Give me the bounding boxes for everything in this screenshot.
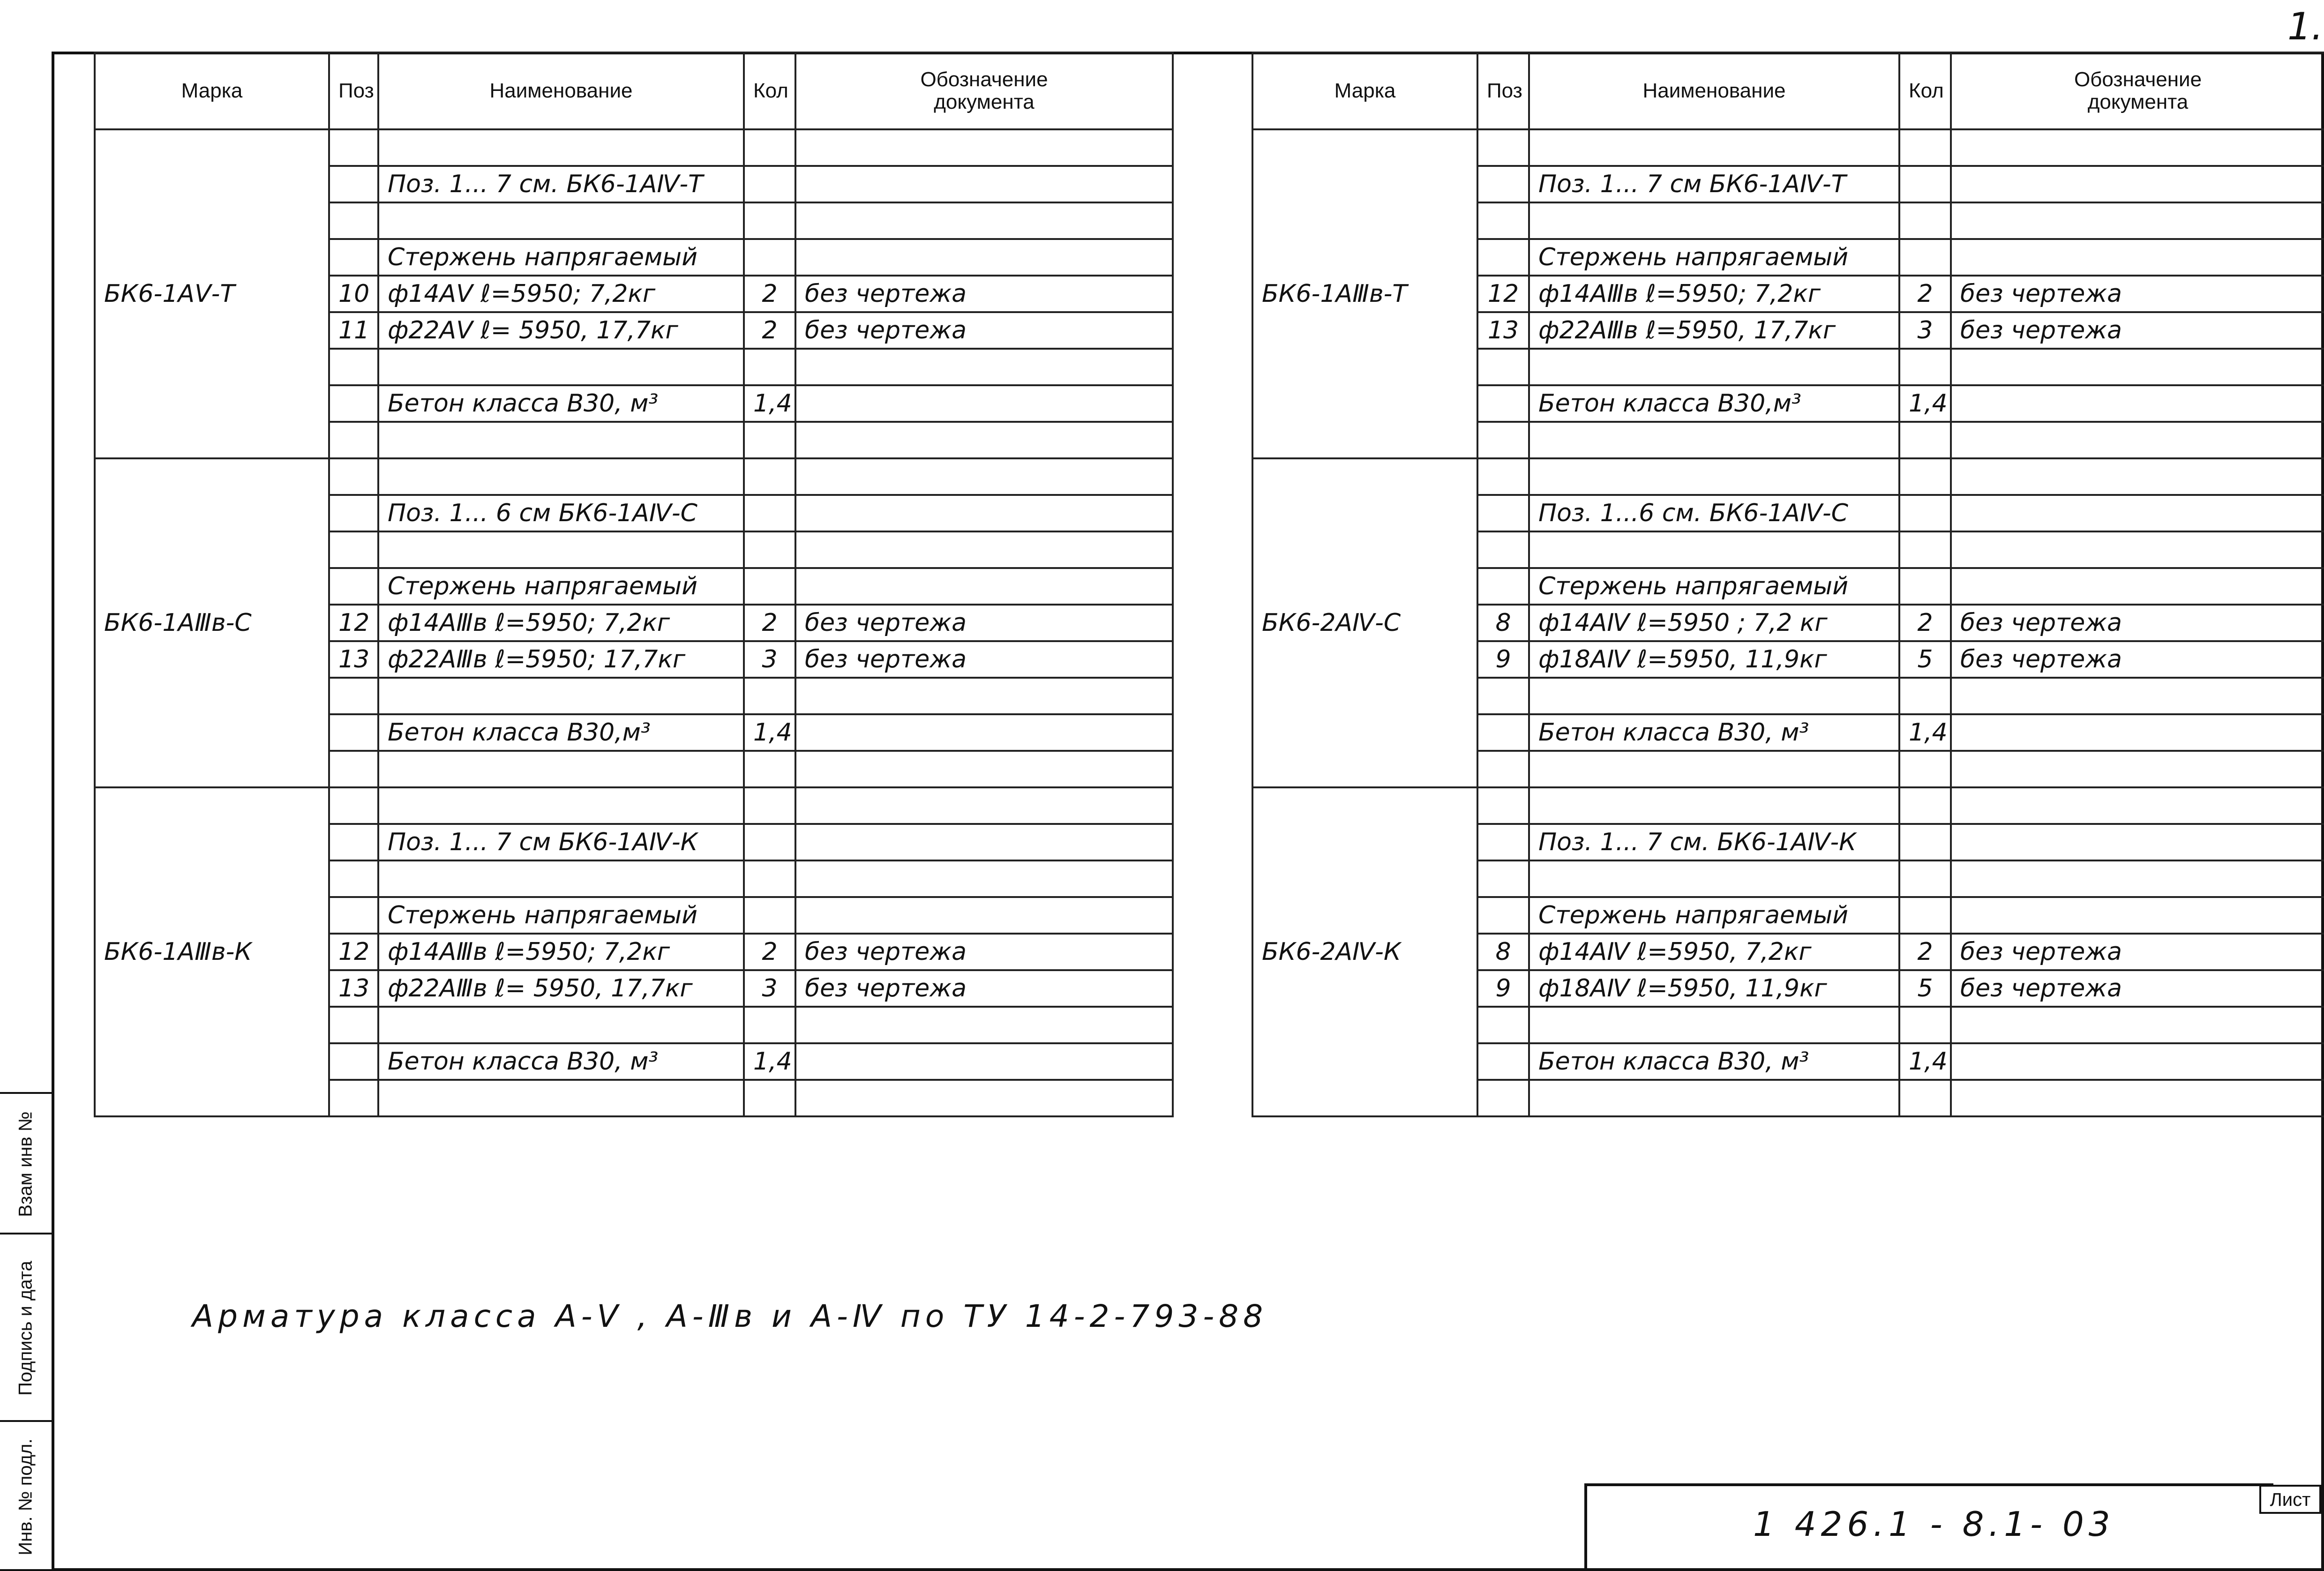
doc-cell [1951, 349, 2324, 385]
qty-cell [1899, 751, 1951, 787]
marka-cell: БК6-1АⅢв-С [95, 458, 329, 787]
doc-cell [795, 422, 1173, 458]
qty-cell [1899, 824, 1951, 860]
name-cell [378, 860, 744, 897]
pos-cell [1477, 751, 1529, 787]
doc-cell [795, 1007, 1173, 1043]
pos-cell [1477, 458, 1529, 495]
name-cell [378, 678, 744, 714]
pos-cell: 8 [1477, 934, 1529, 970]
pos-cell [1477, 349, 1529, 385]
qty-cell [1899, 678, 1951, 714]
qty-cell: 1,4 [1899, 1043, 1951, 1080]
qty-cell [1899, 129, 1951, 166]
qty-cell [744, 1080, 795, 1116]
name-cell [1529, 1080, 1899, 1116]
pos-cell: 12 [329, 605, 378, 641]
pos-cell [329, 568, 378, 605]
qty-cell: 1,4 [1899, 714, 1951, 751]
qty-cell: 1,4 [1899, 385, 1951, 422]
pos-cell: 12 [1477, 276, 1529, 312]
pos-cell [329, 751, 378, 787]
pos-cell [329, 495, 378, 531]
pos-cell [1477, 1080, 1529, 1116]
doc-cell [795, 824, 1173, 860]
qty-cell [744, 751, 795, 787]
name-cell [378, 531, 744, 568]
doc-cell [795, 678, 1173, 714]
name-cell [1529, 531, 1899, 568]
name-cell: Стержень напрягаемый [1529, 568, 1899, 605]
pos-cell [329, 897, 378, 934]
pos-cell [329, 531, 378, 568]
name-cell: Поз. 1... 7 см. БК6-1АⅣ-Т [378, 166, 744, 202]
qty-cell: 3 [1899, 312, 1951, 349]
qty-cell [1899, 458, 1951, 495]
qty-cell [744, 860, 795, 897]
doc-cell [795, 531, 1173, 568]
pos-cell [1477, 568, 1529, 605]
side-stamp-inv-podl: Инв. № подл. [0, 1420, 52, 1571]
doc-cell [1951, 568, 2324, 605]
table-row [95, 458, 1173, 495]
qty-cell [744, 531, 795, 568]
name-cell: Стержень напрягаемый [1529, 239, 1899, 276]
qty-cell [1899, 239, 1951, 276]
doc-cell [795, 568, 1173, 605]
qty-cell: 2 [744, 934, 795, 970]
name-cell [378, 458, 744, 495]
qty-cell: 5 [1899, 970, 1951, 1007]
doc-cell [795, 349, 1173, 385]
pos-cell: 13 [329, 641, 378, 678]
name-cell: ф22АⅤ ℓ= 5950, 17,7кг [378, 312, 744, 349]
doc-cell [795, 897, 1173, 934]
name-cell: ф22АⅢв ℓ=5950, 17,7кг [1529, 312, 1899, 349]
qty-cell: 2 [1899, 934, 1951, 970]
name-cell [1529, 458, 1899, 495]
col-header-pos: Поз [329, 52, 378, 129]
doc-cell [795, 495, 1173, 531]
spec-table-left [94, 52, 1174, 1117]
name-cell [378, 202, 744, 239]
qty-cell [1899, 495, 1951, 531]
col-header-qty: Кол [744, 52, 795, 129]
qty-cell [744, 824, 795, 860]
qty-cell [1899, 349, 1951, 385]
qty-cell [1899, 568, 1951, 605]
pos-cell: 11 [329, 312, 378, 349]
col-header-doc: Обозначение документа [795, 52, 1173, 129]
doc-cell [1951, 129, 2324, 166]
col-header-pos: Поз [1477, 52, 1529, 129]
table-row [1252, 458, 2324, 495]
doc-cell: без чертежа [795, 605, 1173, 641]
qty-cell [744, 787, 795, 824]
pos-cell [1477, 1043, 1529, 1080]
doc-cell [1951, 458, 2324, 495]
doc-cell [1951, 1080, 2324, 1116]
name-cell: ф14АⅤ ℓ=5950; 7,2кг [378, 276, 744, 312]
name-cell [1529, 1007, 1899, 1043]
name-cell [378, 129, 744, 166]
pos-cell [329, 678, 378, 714]
doc-cell [1951, 1043, 2324, 1080]
doc-cell: без чертежа [1951, 934, 2324, 970]
pos-cell [329, 1080, 378, 1116]
name-cell: ф14АⅢв ℓ=5950; 7,2кг [378, 934, 744, 970]
doc-cell [1951, 239, 2324, 276]
pos-cell: 9 [1477, 970, 1529, 1007]
name-cell: Бетон класса В30, м³ [378, 385, 744, 422]
doc-cell [795, 458, 1173, 495]
qty-cell [744, 568, 795, 605]
reinforcement-note: Арматура класса А-Ⅴ , А-Ⅲв и А-Ⅳ по ТУ 14-2-793-88 [192, 1298, 1268, 1334]
qty-cell: 3 [744, 970, 795, 1007]
pos-cell [1477, 824, 1529, 860]
col-header-name: Наименование [378, 52, 744, 129]
marka-cell: БК6-2АⅣ-С [1252, 458, 1477, 787]
qty-cell: 1,4 [744, 1043, 795, 1080]
pos-cell [329, 1007, 378, 1043]
doc-cell [1951, 202, 2324, 239]
qty-cell [744, 202, 795, 239]
table-header-row [95, 52, 1173, 129]
table-header-row [1252, 52, 2324, 129]
name-cell [378, 349, 744, 385]
name-cell: Поз. 1... 7 см БК6-1АⅣ-Т [1529, 166, 1899, 202]
doc-cell [795, 714, 1173, 751]
col-header-qty: Кол [1899, 52, 1951, 129]
name-cell: ф14АⅣ ℓ=5950, 7,2кг [1529, 934, 1899, 970]
qty-cell [744, 239, 795, 276]
doc-cell [1951, 714, 2324, 751]
qty-cell: 2 [1899, 276, 1951, 312]
doc-cell [1951, 495, 2324, 531]
doc-cell [795, 129, 1173, 166]
doc-cell [1951, 422, 2324, 458]
name-cell: Стержень напрягаемый [378, 239, 744, 276]
qty-cell [744, 495, 795, 531]
name-cell [1529, 129, 1899, 166]
doc-cell [795, 385, 1173, 422]
pos-cell: 10 [329, 276, 378, 312]
doc-cell: без чертежа [1951, 970, 2324, 1007]
qty-cell [1899, 897, 1951, 934]
page-number: 1. [2287, 5, 2324, 48]
pos-cell [1477, 897, 1529, 934]
marka-cell: БК6-1АⅢв-Т [1252, 129, 1477, 458]
qty-cell [1899, 166, 1951, 202]
pos-cell: 8 [1477, 605, 1529, 641]
doc-cell [795, 202, 1173, 239]
pos-cell: 13 [1477, 312, 1529, 349]
col-header-name: Наименование [1529, 52, 1899, 129]
name-cell [1529, 349, 1899, 385]
doc-cell [1951, 897, 2324, 934]
doc-cell [795, 860, 1173, 897]
doc-cell [1951, 751, 2324, 787]
pos-cell [1477, 239, 1529, 276]
pos-cell [329, 349, 378, 385]
pos-cell [1477, 495, 1529, 531]
col-header-doc: Обозначение документа [1951, 52, 2324, 129]
qty-cell: 5 [1899, 641, 1951, 678]
qty-cell [1899, 202, 1951, 239]
doc-cell: без чертежа [1951, 641, 2324, 678]
name-cell: Поз. 1... 6 см БК6-1АⅣ-С [378, 495, 744, 531]
pos-cell [329, 787, 378, 824]
doc-cell: без чертежа [1951, 312, 2324, 349]
qty-cell: 2 [744, 312, 795, 349]
name-cell: Поз. 1...6 см. БК6-1АⅣ-С [1529, 495, 1899, 531]
doc-cell [795, 787, 1173, 824]
qty-cell: 2 [1899, 605, 1951, 641]
pos-cell [1477, 166, 1529, 202]
pos-cell [329, 824, 378, 860]
doc-cell [795, 1043, 1173, 1080]
name-cell: ф14АⅢв ℓ=5950; 7,2кг [1529, 276, 1899, 312]
name-cell: Бетон класса В30,м³ [378, 714, 744, 751]
name-cell [1529, 787, 1899, 824]
pos-cell [329, 422, 378, 458]
name-cell [1529, 422, 1899, 458]
name-cell: Бетон класса В30, м³ [378, 1043, 744, 1080]
qty-cell: 3 [744, 641, 795, 678]
name-cell [378, 1007, 744, 1043]
name-cell: ф14АⅢв ℓ=5950; 7,2кг [378, 605, 744, 641]
qty-cell [744, 678, 795, 714]
sheet-label: Лист [2259, 1485, 2321, 1514]
name-cell [1529, 202, 1899, 239]
qty-cell: 1,4 [744, 385, 795, 422]
qty-cell [744, 349, 795, 385]
doc-cell: без чертежа [795, 641, 1173, 678]
name-cell: Стержень напрягаемый [378, 897, 744, 934]
name-cell [378, 751, 744, 787]
qty-cell: 2 [744, 605, 795, 641]
doc-cell: без чертежа [795, 312, 1173, 349]
name-cell: ф22АⅢв ℓ= 5950, 17,7кг [378, 970, 744, 1007]
name-cell: ф14АⅣ ℓ=5950 ; 7,2 кг [1529, 605, 1899, 641]
doc-cell [1951, 787, 2324, 824]
pos-cell [1477, 860, 1529, 897]
doc-cell: без чертежа [1951, 605, 2324, 641]
qty-cell [1899, 1007, 1951, 1043]
side-stamp-vzam-inv: Взам инв № [0, 1092, 52, 1233]
name-cell: Поз. 1... 7 см. БК6-1АⅣ-К [1529, 824, 1899, 860]
name-cell [378, 422, 744, 458]
doc-cell [795, 239, 1173, 276]
table-row [95, 129, 1173, 166]
name-cell: ф22АⅢв ℓ=5950; 17,7кг [378, 641, 744, 678]
doc-cell [1951, 1007, 2324, 1043]
pos-cell [329, 202, 378, 239]
qty-cell [744, 422, 795, 458]
qty-cell: 1,4 [744, 714, 795, 751]
doc-cell [1951, 166, 2324, 202]
pos-cell [1477, 1007, 1529, 1043]
pos-cell [329, 1043, 378, 1080]
table-row [1252, 787, 2324, 824]
table-row [1252, 129, 2324, 166]
marka-cell: БК6-2АⅣ-К [1252, 787, 1477, 1116]
qty-cell [744, 1007, 795, 1043]
pos-cell: 12 [329, 934, 378, 970]
pos-cell [329, 129, 378, 166]
name-cell: Бетон класса В30,м³ [1529, 385, 1899, 422]
name-cell: Бетон класса В30, м³ [1529, 714, 1899, 751]
qty-cell [744, 897, 795, 934]
doc-cell [1951, 678, 2324, 714]
doc-cell [795, 1080, 1173, 1116]
col-header-marka: Марка [95, 52, 329, 129]
doc-cell [795, 166, 1173, 202]
qty-cell [1899, 787, 1951, 824]
qty-cell [744, 458, 795, 495]
pos-cell [329, 458, 378, 495]
marka-cell: БК6-1АⅢв-К [95, 787, 329, 1116]
pos-cell: 9 [1477, 641, 1529, 678]
pos-cell [1477, 129, 1529, 166]
qty-cell [1899, 531, 1951, 568]
qty-cell [1899, 422, 1951, 458]
doc-cell: без чертежа [1951, 276, 2324, 312]
pos-cell [329, 239, 378, 276]
name-cell [1529, 751, 1899, 787]
pos-cell [1477, 714, 1529, 751]
name-cell [1529, 678, 1899, 714]
name-cell [378, 787, 744, 824]
name-cell [1529, 860, 1899, 897]
doc-cell: без чертежа [795, 934, 1173, 970]
qty-cell [744, 129, 795, 166]
pos-cell [1477, 422, 1529, 458]
pos-cell [329, 860, 378, 897]
pos-cell [329, 714, 378, 751]
pos-cell [1477, 385, 1529, 422]
name-cell: ф18АⅣ ℓ=5950, 11,9кг [1529, 641, 1899, 678]
name-cell: Поз. 1... 7 см БК6-1АⅣ-К [378, 824, 744, 860]
pos-cell [1477, 531, 1529, 568]
name-cell: Стержень напрягаемый [378, 568, 744, 605]
spec-table-right [1252, 52, 2324, 1117]
pos-cell [329, 385, 378, 422]
qty-cell: 2 [744, 276, 795, 312]
doc-cell [1951, 531, 2324, 568]
doc-cell [1951, 385, 2324, 422]
marka-cell: БК6-1АⅤ-Т [95, 129, 329, 458]
side-stamp-podpis-data: Подпись и дата [0, 1233, 52, 1420]
doc-cell: без чертежа [795, 276, 1173, 312]
doc-cell [795, 751, 1173, 787]
pos-cell [1477, 678, 1529, 714]
table-row [95, 787, 1173, 824]
qty-cell [1899, 1080, 1951, 1116]
name-cell: ф18АⅣ ℓ=5950, 11,9кг [1529, 970, 1899, 1007]
doc-cell [1951, 860, 2324, 897]
name-cell: Бетон класса В30, м³ [1529, 1043, 1899, 1080]
qty-cell [1899, 860, 1951, 897]
document-code: 1 426.1 - 8.1- 03 [1753, 1504, 2115, 1544]
col-header-marka: Марка [1252, 52, 1477, 129]
qty-cell [744, 166, 795, 202]
pos-cell [1477, 787, 1529, 824]
pos-cell [329, 166, 378, 202]
doc-cell [1951, 824, 2324, 860]
pos-cell: 13 [329, 970, 378, 1007]
name-cell: Стержень напрягаемый [1529, 897, 1899, 934]
pos-cell [1477, 202, 1529, 239]
doc-cell: без чертежа [795, 970, 1173, 1007]
name-cell [378, 1080, 744, 1116]
